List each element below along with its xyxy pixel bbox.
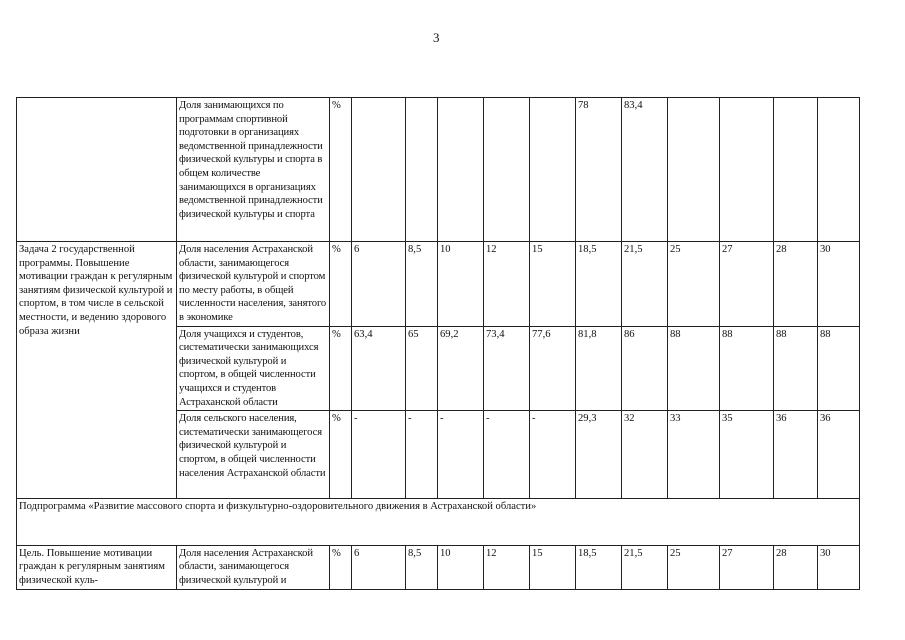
value-cell (438, 98, 484, 242)
value-cell: 32 (622, 411, 668, 499)
value-cell: 35 (720, 411, 774, 499)
value-cell: 88 (668, 326, 720, 411)
value-cell: - (530, 411, 576, 499)
indicator-cell: Доля учащихся и студентов, систематически занимающихся физической культурой и спортом, в общей численности учащихся и студентов Астраханской области (177, 326, 330, 411)
value-cell: 6 (352, 242, 406, 327)
value-cell (484, 98, 530, 242)
value-cell: 77,6 (530, 326, 576, 411)
value-cell: 18,5 (576, 242, 622, 327)
value-cell (668, 98, 720, 242)
value-cell: - (406, 411, 438, 499)
value-cell: 63,4 (352, 326, 406, 411)
value-cell: 88 (720, 326, 774, 411)
value-cell: 8,5 (406, 545, 438, 589)
unit-cell: % (330, 411, 352, 499)
value-cell: 29,3 (576, 411, 622, 499)
value-cell (352, 98, 406, 242)
value-cell: 28 (774, 545, 818, 589)
value-cell: 10 (438, 242, 484, 327)
value-cell (530, 98, 576, 242)
value-cell: 36 (774, 411, 818, 499)
value-cell: 21,5 (622, 545, 668, 589)
value-cell: 73,4 (484, 326, 530, 411)
indicator-cell: Доля населения Астраханской области, занимающегося физической культурой и спортом по месту работы, в общей численности населения, занятого в экономике (177, 242, 330, 327)
value-cell: 65 (406, 326, 438, 411)
unit-cell: % (330, 545, 352, 589)
subprogram-spacer (19, 514, 857, 544)
value-cell (720, 98, 774, 242)
unit-cell: % (330, 242, 352, 327)
unit-cell: % (330, 98, 352, 242)
value-cell: 36 (818, 411, 860, 499)
unit-cell: % (330, 326, 352, 411)
value-cell: 12 (484, 242, 530, 327)
task-cell (17, 98, 177, 242)
value-cell: 28 (774, 242, 818, 327)
value-cell: - (438, 411, 484, 499)
table-row (17, 242, 860, 327)
value-cell: 69,2 (438, 326, 484, 411)
value-cell: 33 (668, 411, 720, 499)
value-cell: - (484, 411, 530, 499)
indicator-cell: Доля сельского населения, систематически занимающегося физической культурой и спортом, в общей численности населения Астраханской области (177, 411, 330, 499)
value-cell: 27 (720, 242, 774, 327)
subprogram-title-text: Подпрограмма «Развитие массового спорта и физкультурно-оздоровительного движения в Астраханской области» (19, 501, 537, 513)
value-cell: 10 (438, 545, 484, 589)
value-cell (774, 98, 818, 242)
value-cell: 8,5 (406, 242, 438, 327)
value-cell (406, 98, 438, 242)
value-cell: 12 (484, 545, 530, 589)
subprogram-row (17, 499, 860, 546)
indicator-cell: Доля занимающихся по программам спортивной подготовки в организациях ведомственной принадлежности физической культуры и спорта в общем количестве занимающихся в организациях ведомственной принадлежности физической культуры и спорта (177, 98, 330, 242)
table-row (17, 98, 860, 242)
table-row (17, 545, 860, 589)
value-cell: 21,5 (622, 242, 668, 327)
value-cell: - (352, 411, 406, 499)
value-cell: 81,8 (576, 326, 622, 411)
goal-cell: Цель. Повышение мотивации граждан к регулярным занятиям физической куль- (17, 545, 177, 589)
indicators-table (16, 97, 860, 590)
value-cell: 6 (352, 545, 406, 589)
subprogram-title (17, 499, 860, 546)
value-cell: 15 (530, 242, 576, 327)
value-cell: 15 (530, 545, 576, 589)
page-number: 3 (433, 30, 440, 45)
value-cell: 88 (774, 326, 818, 411)
task-cell: Задача 2 государственной программы. Повышение мотивации граждан к регулярным занятиям физической культурой и спортом, в том числе в сельской местности, и ведению здорового образа жизни (17, 242, 177, 499)
value-cell (818, 98, 860, 242)
value-cell: 27 (720, 545, 774, 589)
value-cell: 88 (818, 326, 860, 411)
value-cell: 25 (668, 545, 720, 589)
value-cell: 78 (576, 98, 622, 242)
value-cell: 30 (818, 545, 860, 589)
indicator-cell: Доля населения Астраханской области, занимающегося физической культурой и (177, 545, 330, 589)
value-cell: 30 (818, 242, 860, 327)
value-cell: 86 (622, 326, 668, 411)
value-cell: 18,5 (576, 545, 622, 589)
value-cell: 25 (668, 242, 720, 327)
value-cell: 83,4 (622, 98, 668, 242)
